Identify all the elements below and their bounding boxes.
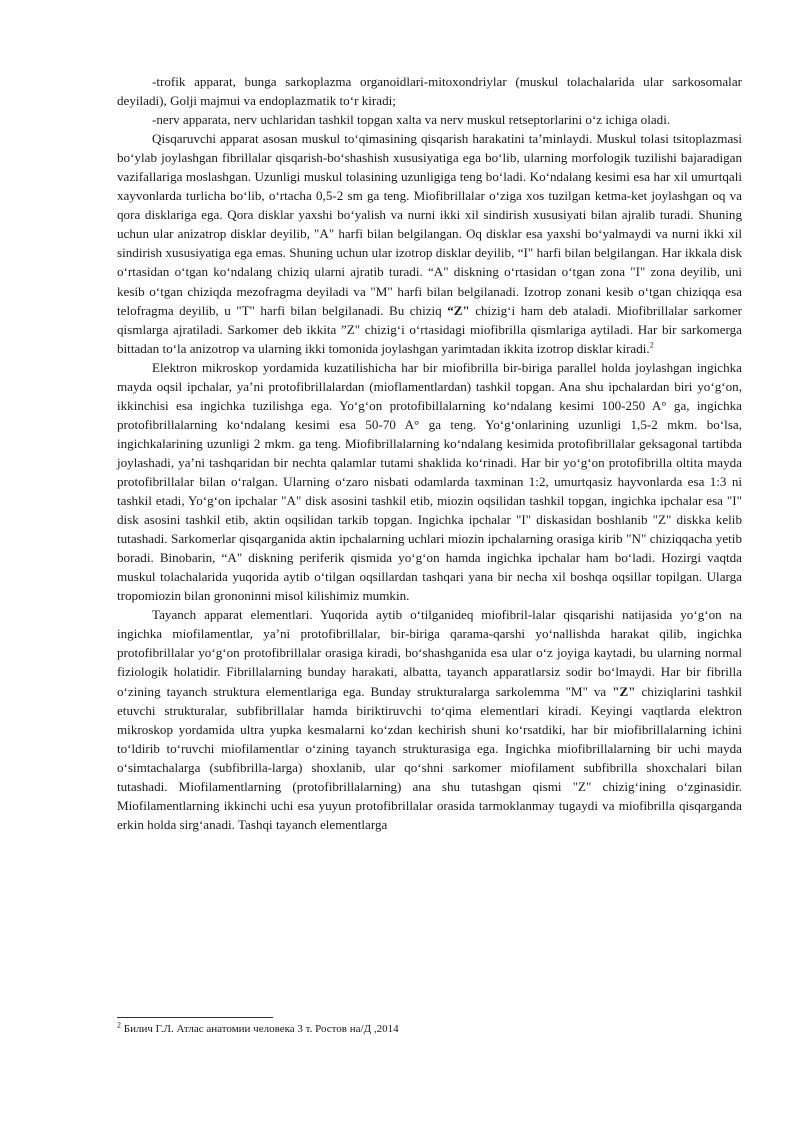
footnote-divider [117, 1017, 273, 1018]
bold-term: “Z" [447, 302, 470, 318]
document-body [117, 72, 742, 834]
paragraph-trophic-apparatus: -trofik apparat, bunga sarkoplazma organoidlari-mitoxondriylar (muskul tolachalarida ular sarkosomalar deyiladi), Golji majmui va endoplazmatik to‘r kiradi; [117, 74, 742, 109]
paragraph-text: chizig‘i ham deb ataladi. Miofibrillalar sarkomer qismlarga ajratiladi. Sarkomer deb ikkita ”Z" chizig‘i o‘rtasidagi miofibrilla qismlariga aytiladi. Har bir sarkomerga bittadan to‘la anizotrop va ularning ikki tomonida joylashgan yarimtadan ikkita izotrop disklar kiradi. [117, 302, 742, 356]
paragraph-electron-microscope: Elektron mikroskop yordamida kuzatilishicha har bir miofibrilla bir-biriga parallel holda joylashgan ingichka mayda oqsil ipchalar, ya’ni protofibrillalardan (mioflamentlardan) tashkil topgan. Ana shu ipchalardan biri yo‘g‘on, ikkinchisi esa ingichka tuzilishga ega. Yo‘g‘on protofibillalarning ko‘ndalang kesimi 100-250 A° ga, ingichka protofibrillalarning ko‘ndalang kesimi esa 50-70 A° ga teng. Yo‘g‘onlarining uzunligi 1,5-2 mkm. bo‘lsa, ingichkalarining uzunligi 2 mkm. ga teng. Miofibrillalarning ko‘ndalang kesimida protofibrillalar geksagonal tartibda joylashadi, ya’ni tashqaridan bir nechta qalamlar tutami shaklida ko‘rinadi. Har bir yo‘g‘on protofibrilla oltita mayda protofibrillalar bilan o‘ralgan. Ularning o‘zaro nisbati odamlarda taxminan 1:2, umurtqasiz hayvonlarda esa 1:3 ni tashkil etadi, Yo‘g‘on ipchalar "A" disk asosini tashkil etib, miozin oqsilidan tashkil topgan, ingichka ipchalar esa "I" disk asosini tashkil etib, aktin oqsilidan tarkib topgan. Ingichka ipchalar "I" diskasidan boshlanib "Z" diskka kelib tutashadi. Sarkomerlar qisqarganida aktin ipchalarning uchlari miozin ipchalarning orasiga kirib "N" chiziqqacha yetib boradi. Binobarin, “A" diskning periferik qismida yo‘g‘on hamda ingichka ipchalar ham bo‘ladi. Hozirgi vaqtda muskul tolachalarida yuqorida aytib o‘tilgan oqsillardan tashqari yana bir necha xil boshqa oqsillar topilgan. Ularga tropomiozin bilan grononinni misol kilishimiz mumkin. [117, 359, 742, 604]
footnote-reference: 2 [649, 340, 654, 350]
paragraph-text: Tayanch apparat elementlari. Yuqorida aytib o‘tilganideq miofibril-lalar qisqarishi natijasida yo‘g‘on na ingichka miofilamentlar, ya’ni protofibrillalar, bir-biriga qarama-qarshi yo‘nallishda harakat qilib, ingichka protofibrillalar yo‘g‘on protofibrillalar orasiga kiradi, bo‘shashganida esa ular o‘z joyiga kaytadi, bu ularning normal fiziologik holatidir. Fibrillalarning bunday harakati, albatta, tayanch apparatlarsiz sodir bo‘lmaydi. Har bir fibrilla o‘zining tayanch struktura elementlariga ega. Bunday strukturalarga sarkolemma "M" va [117, 607, 742, 699]
paragraph-contractile-apparatus [117, 129, 742, 358]
footnote-marker: 2 [117, 1020, 121, 1030]
paragraph-text: Qisqaruvchi apparat asosan muskul to‘qimasining qisqarish harakatini ta’minlaydi. Muskul tolasi tsitoplazmasi bo‘ylab joylashgan fibrillalar qisqarish-bo‘shashish xususiyatiga ega bo‘lib, ularning morfologik tuzilishi bajaradigan vazifallariga moslashgan. Uzunligi muskul tolasining uzunligiga teng bo‘ladi. Ko‘ndalang kesimi esa har xil umurtqali xayvonlarda turlicha bo‘lib, o‘rtacha 0,5-2 sm ga teng. Miofibrillalar o‘ziga xos tuzilgan ketma-ket joylashgan oq va qora disklariga ega. Qora disklar yaxshi bo‘yalish va nurni ikki xil sindirish xususiyati bilan ajralib turadi. Shuning uchun ular anizatrop disklar deyilib, "A" harfi bilan belgilangan. Oq disklar esa yaxshi bo‘yalmaydi va nurni ikki xil sindirish xususiyatiga ega emas. Shuning uchun ular izotrop disklar deyilib, “I" harfi bilan belgilangan. Har ikkala disk o‘rtasidan o‘tgan ko‘ndalang chiziq ularni ajratib turadi. “A" diskning o‘rtasidan o‘tgan zona "I" zona deyilib, uni kesib o‘tgan chiziqda mezofragma deyiladi va "M" harfi bilan belgilanadi. Izotrop zonani kesib o‘tgan chiziqqa esa telofragma deyilib, u "T" harfi bilan belgilanadi. Bu chiziq [117, 131, 742, 318]
paragraph-text: chiziqlarini tashkil etuvchi strukturalar, subfibrillalar hamda biriktiruvchi to‘qima elementlari kiradi. Keyingi vaqtlarda elektron mikroskop yordamida ultra yupka kesmalarni ko‘zdan kechirish shuni ko‘rsatdiki, har bir miofibrillalarning ichini to‘ldirib to‘ruvchi miofilamentlar o‘zining tayanch strukturasiga ega. Ingichka miofibrillalarning bir uchi mayda o‘simtachalarga (subfibrilla-larga) shoxlanib, ular qo‘shni sarkomer miofilament subfibrilla shoxchalari bilan tutashadi. Miofilamentlarning (protofibrillalarning) ana shu tutashgan qismi "Z" chizig‘ining o‘zginasidir. Miofilamentlarning ikkinchi uchi esa yuyun protofibrillalar orasida tarmoklanmay tugaydi va miofibrilla qisqarganda erkin holda sirg‘anadi. Tashqi tayanch elementlarga [117, 683, 742, 832]
paragraph-support-apparatus [117, 605, 742, 834]
paragraph-nerve-apparatus: -nerv apparata, nerv uchlaridan tashkil topgan xalta va nerv muskul retseptorlarini o‘z ichiga oladi. [152, 112, 671, 128]
footnote-text: Билич Г.Л. Атлас анатомии человека 3 т. Ростов на/Д ,2014 [121, 1023, 399, 1035]
footnote [117, 1022, 742, 1036]
bold-term: "Z" [612, 683, 636, 699]
